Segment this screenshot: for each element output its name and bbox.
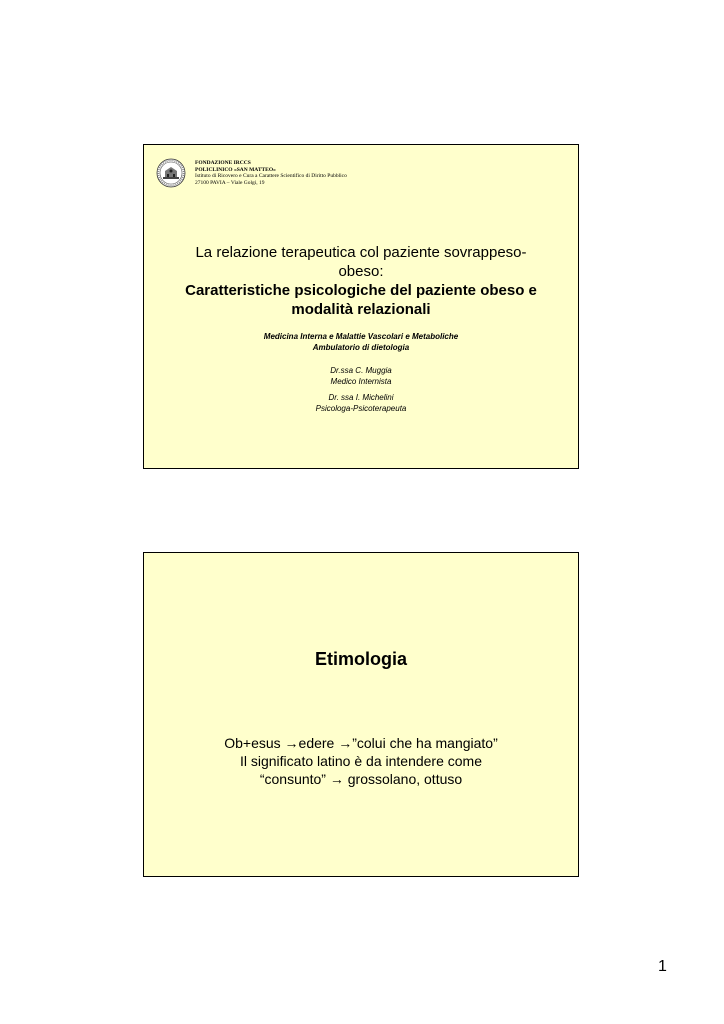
institution-text <box>195 160 347 186</box>
institution-line-1: FONDAZIONE IRCCS <box>195 160 251 166</box>
doctor-2-role: Psicologa-Psicoterapeuta <box>315 404 407 413</box>
slide-1-subtitle-line-2: modalità relazionali <box>291 301 431 318</box>
slide-1-title-line-2: obeso: <box>338 263 384 280</box>
institution-line-4: 27100 PAVIA – Viale Golgi, 19 <box>195 179 265 186</box>
slide-2-title: Etimologia <box>314 649 407 669</box>
doctor-2-name: Dr. ssa I. Michelini <box>328 393 394 402</box>
department-info <box>144 331 578 353</box>
hospital-seal-icon <box>156 158 186 188</box>
doctor-1-info <box>144 365 578 387</box>
slide-1 <box>143 144 579 469</box>
institution-line-3: Istituto di Ricovero e Cura a Carattere Scientifico di Diritto Pubblico <box>195 173 347 180</box>
slide-2-line-1: Ob+esus →edere →”colui che ha mangiato” <box>224 735 498 751</box>
institution-header <box>156 158 347 188</box>
doctor-1-role: Medico Internista <box>330 377 392 386</box>
institution-line-2: POLICLINICO «SAN MATTEO» <box>195 166 276 173</box>
slide-2-line-3: “consunto” → grossolano, ottuso <box>259 771 463 787</box>
doctor-2-info <box>144 392 578 414</box>
slide-1-title-area <box>144 243 578 319</box>
department-line-1: Medicina Interna e Malattie Vascolari e Metaboliche <box>263 332 459 341</box>
page-number: 1 <box>658 958 667 975</box>
department-line-2: Ambulatorio di dietologia <box>312 343 410 352</box>
slide-1-subtitle-line-1: Caratteristiche psicologiche del paziente obeso e <box>185 282 537 299</box>
slide-2-body <box>144 734 578 788</box>
slide-2-line-2: Il significato latino è da intendere come <box>239 753 483 769</box>
slide-2 <box>143 552 579 877</box>
doctor-1-name: Dr.ssa C. Muggia <box>330 366 392 375</box>
slide-1-title-line-1: La relazione terapeutica col paziente sovrappeso- <box>195 244 527 261</box>
